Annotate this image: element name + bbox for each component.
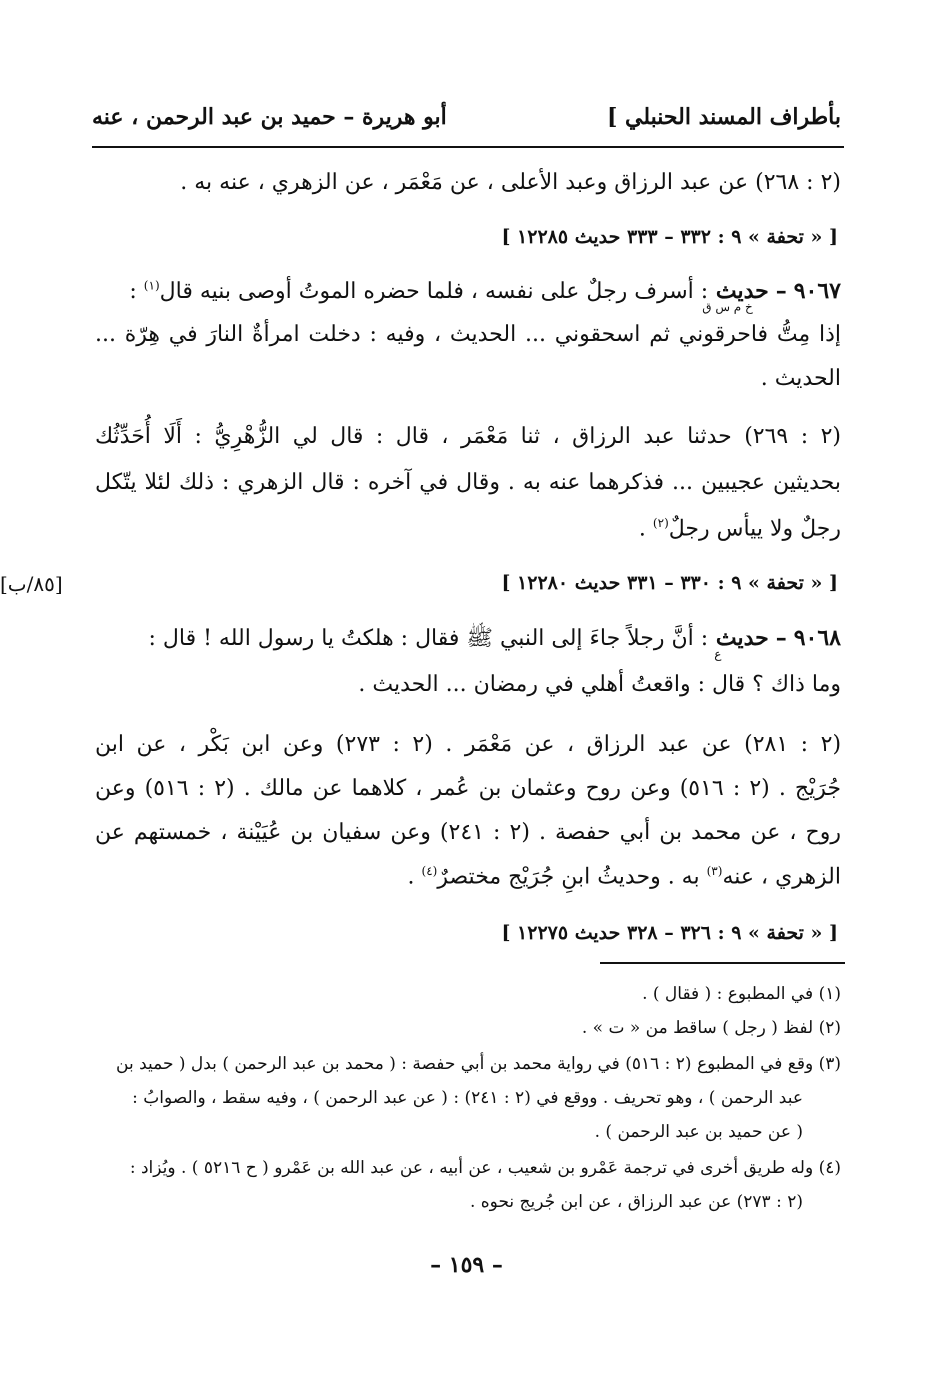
hadith-text: : أسرف رجلٌ على نفسه ، فلما حضره الموتُ أوصى بنيه قال — [159, 279, 709, 304]
manuscript-folio-note: [٨٥/ب] — [0, 572, 63, 596]
chain-paragraph-line: الزهري ، عنه$^{(٣)}$ به . وحديثُ ابنِ جُرَيْج مختصرٌ$^{(٤)}$ . — [407, 864, 841, 890]
hadith-text-line: الحديث . — [760, 366, 841, 391]
hadith-sigla: خ م س ق — [702, 300, 753, 314]
footnote-continuation: (٢ : ٢٧٣) عن عبد الرزاق ، عن ابن جُريج نحوه . — [469, 1192, 803, 1212]
footnote-continuation: عبد الرحمن ) ، وهو تحريف . ووقع في (٢ : ٢٤١) : ( عن عبد الرحمن ) ، وفيه سقط ، والصوابُ : — [132, 1088, 803, 1108]
hadith-number: ٩٠٦٧ — [793, 278, 841, 304]
chain-paragraph-line: (٢ : ٢٨١) عن عبد الرزاق ، عن مَعْمَر . (٢ : ٢٧٣) وعن ابن بَكْر ، عن ابن — [95, 732, 842, 757]
footnote-marker: (١) — [143, 278, 160, 293]
footnote-marker: (٤) — [421, 864, 438, 878]
hadith-word: حديث ع — [714, 625, 769, 661]
page-number: – ١٥٩ – — [430, 1252, 503, 1278]
tuhfa-reference: [ « تحفة » ٩ : ٣٣٠ – ٣٣١ حديث ١٢٢٨٠ ] — [501, 572, 838, 594]
footnote: (٤) وله طريق أخرى في ترجمة عَمْرو بن شعيب ، عن أبيه ، عن عبد الله بن عَمْرو ( ح ٥٢١٦ ) . ويُزاد : — [129, 1158, 841, 1178]
footnote: (١) في المطبوع : ( فقال ) . — [642, 984, 841, 1004]
chain-paragraph-line: (٢ : ٢٦٩) حدثنا عبد الرزاق ، ثنا مَعْمَر ، قال : قال لي الزُّهْرِيُّ : أَلَا أُحَدِّثُك — [95, 424, 841, 449]
hadith-word: حديث خ م س ق — [702, 278, 769, 314]
tuhfa-reference: [ « تحفة » ٩ : ٣٣٢ – ٣٣٣ حديث ١٢٢٨٥ ] — [501, 226, 838, 248]
header-rule — [92, 146, 844, 148]
header-chapter-title: أبو هريرة – حميد بن عبد الرحمن ، عنه — [92, 104, 447, 130]
hadith-text-line: إذا مِتُّ فاحرقوني ثم اسحقوني ... الحديث ، وفيه : دخلت امرأةٌ النارَ في هِرّة ... — [95, 322, 841, 347]
hadith-sigla: ع — [714, 647, 722, 661]
footnote-rule — [600, 962, 845, 964]
footnote-continuation: ( عن حميد بن عبد الرحمن ) . — [594, 1122, 803, 1142]
hadith-dash: – — [775, 625, 787, 651]
hadith-text-line: وما ذاك ؟ قال : واقعتُ أهلي في رمضان ... الحديث . — [358, 672, 841, 697]
footnote-marker: (٢) — [652, 516, 669, 530]
chain-paragraph-line: روح ، عن محمد بن أبي حفصة . (٢ : ٢٤١) وعن سفيان بن عُيَيْنة ، خمستهم عن — [95, 820, 841, 845]
hadith-text: : أنَّ رجلاً جاءَ إلى النبي ﷺ فقال : هلكتُ يا رسول الله ! قال : — [148, 626, 709, 651]
footnote: (٣) وقع في المطبوع (٢ : ٥١٦) في رواية محمد بن أبي حفصة : ( محمد بن عبد الرحمن ) بدل ( حميد بن — [116, 1054, 841, 1074]
chain-paragraph-line: رجلٌ ولا ييأس رجلٌ$^{(٢)}$ . — [638, 516, 841, 542]
hadith-heading-9067: ٩٠٦٧ – حديث خ م س ق : أسرف رجلٌ على نفسه ، فلما حضره الموتُ أوصى بنيه قال$^{(١)}$ : — [129, 278, 841, 314]
hadith-number: ٩٠٦٨ — [793, 625, 841, 651]
footnote-marker: (٣) — [706, 864, 723, 878]
chain-paragraph-line: جُرَيْج . (٢ : ٥١٦) وعن روح وعثمان بن عُمر ، كلاهما عن مالك . (٢ : ٥١٦) وعن — [95, 776, 841, 801]
footnote: (٢) لفظ ( رجل ) ساقط من « ت » . — [581, 1018, 841, 1038]
hadith-dash: – — [775, 278, 787, 304]
hadith-chain-line: (٢ : ٢٦٨) عن عبد الرزاق وعبد الأعلى ، عن مَعْمَر ، عن الزهري ، عنه به . — [180, 170, 841, 195]
hadith-heading-9068 — [148, 624, 841, 661]
header-book-title: بأطراف المسند الحنبلي ] — [606, 104, 841, 130]
chain-paragraph-line: بحديثين عجيبين ... فذكرهما عنه به . وقال في آخره : قال الزهري : ذلك لئلا يتّكل — [95, 470, 841, 495]
tuhfa-reference: [ « تحفة » ٩ : ٣٢٦ – ٣٢٨ حديث ١٢٢٧٥ ] — [501, 922, 838, 944]
